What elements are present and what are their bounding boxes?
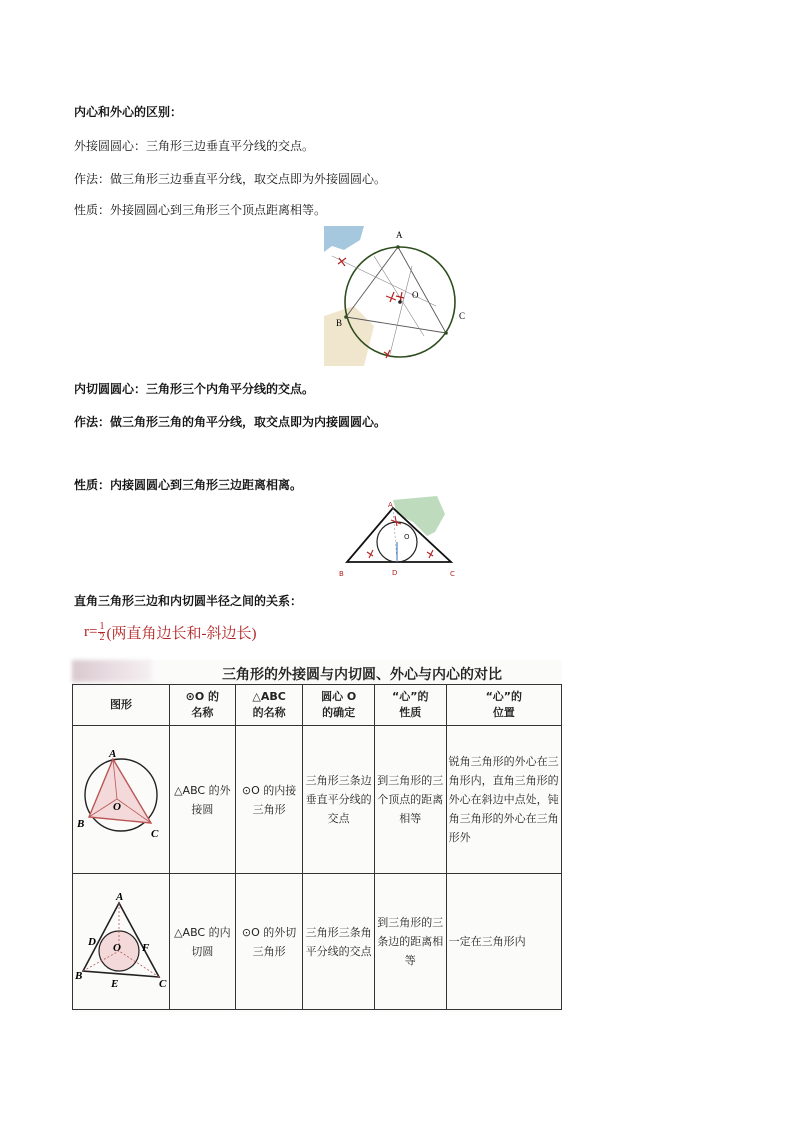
row1-center-position: 锐角三角形的外心在三角形内，直角三角形的外心在斜边中点处，钝角三角形的外心在三角形外 [446, 726, 561, 874]
table-header-row [73, 685, 562, 726]
label-c: C [450, 570, 455, 578]
right-triangle-title: 直角三角形三边和内切圆半径之间的关系： [74, 594, 303, 608]
fig2-label-b: B [75, 969, 83, 982]
incenter-definition: 内切圆圆心：三角形三个内角平分线的交点。 [74, 382, 315, 396]
label-a: A [396, 230, 403, 240]
label-c: C [459, 311, 466, 321]
formula-text: (两直角边长和-斜边长) [106, 626, 257, 642]
fig2-label-f: F [142, 941, 150, 954]
header-triangle-name [235, 685, 303, 726]
header-triangle-name-l1: △ABC [252, 690, 286, 703]
table-triangle [89, 759, 151, 823]
label-o: O [412, 290, 419, 300]
label-o: O [404, 533, 410, 541]
incenter-method: 作法：做三角形三角的角平分线，取交点即为内接圆圆心。 [74, 415, 387, 429]
circumcircle-figure [324, 226, 474, 366]
fig1-label-c: C [151, 827, 159, 840]
header-center-position-l1: “心”的 [485, 690, 523, 703]
label-a: A [388, 501, 393, 509]
header-figure [73, 685, 170, 726]
table-title: 三角形的外接圆与内切圆、外心与内心的对比 [222, 667, 502, 683]
label-b: B [336, 318, 343, 328]
header-center-determination [303, 685, 374, 726]
label-b: B [339, 570, 344, 578]
formula-denominator: 2 [99, 632, 105, 643]
arc-mark-4 [384, 350, 390, 358]
blurred-corner [72, 660, 152, 682]
header-center-property-l2: 性质 [399, 706, 422, 719]
row1-circle-name: △ABC 的外接圆 [170, 726, 236, 874]
circumcircle-table-figure [75, 747, 167, 847]
row2-figure-cell [73, 874, 170, 1010]
header-center-property-l1: “心”的 [392, 690, 429, 703]
incircle-figure [337, 496, 467, 582]
center-o-dot [398, 300, 402, 304]
vertex-b-dot [344, 315, 348, 319]
arc-mark-3 [427, 550, 433, 558]
vertex-c-dot [444, 331, 448, 335]
header-center-position [446, 685, 561, 726]
header-center-property [374, 685, 446, 726]
row2-triangle-name: ⊙O 的外切三角形 [235, 874, 303, 1010]
map-patch-top [324, 226, 364, 252]
comparison-table-scan [72, 660, 562, 1012]
fig2-label-c: C [159, 977, 167, 989]
comparison-table [72, 684, 562, 1010]
circumcenter-definition: 外接圆圆心：三角形三边垂直平分线的交点。 [74, 139, 315, 153]
row2-center-determination: 三角形三条角平分线的交点 [303, 874, 374, 1010]
row1-center-property: 到三角形的三个顶点的距离相等 [374, 726, 446, 874]
fig2-label-e: E [111, 977, 119, 989]
header-center-determination-l2: 的确定 [322, 706, 356, 719]
circumcenter-method: 作法：做三角形三边垂直平分线，取交点即为外接圆圆心。 [74, 172, 387, 186]
fig2-label-o: O [113, 941, 121, 954]
formula-prefix: r= [84, 624, 98, 640]
header-triangle-name-l2: 的名称 [252, 706, 286, 719]
label-d: D [392, 569, 398, 577]
header-center-determination-l1: 圆心 O [321, 690, 357, 703]
bisector-2 [390, 266, 412, 354]
inradius-formula [84, 622, 256, 643]
section-title: 内心和外心的区别： [74, 105, 183, 119]
incircle-table-figure [75, 889, 167, 989]
table-row [73, 874, 562, 1010]
fig1-label-o: O [113, 800, 121, 813]
arc-mark-2 [367, 550, 373, 558]
header-circle-name [170, 685, 236, 726]
header-circle-name-l2: 名称 [191, 706, 214, 719]
fig1-label-b: B [77, 817, 85, 830]
fig2-label-d: D [88, 935, 96, 948]
header-figure-label: 图形 [110, 698, 132, 711]
bisector-1 [332, 256, 436, 306]
arc-mark-1 [391, 516, 401, 526]
row2-center-property: 到三角形的三条边的距离相等 [374, 874, 446, 1010]
row1-center-determination: 三角形三条边垂直平分线的交点 [303, 726, 374, 874]
formula-fraction [98, 622, 105, 643]
vertex-a-dot [396, 245, 400, 249]
row2-center-position: 一定在三角形内 [446, 874, 561, 1010]
fig2-label-a: A [116, 890, 124, 903]
incenter-property: 性质：内接圆圆心到三角形三边距离相离。 [74, 478, 303, 492]
table-row [73, 726, 562, 874]
map-patch-bottom [324, 306, 374, 366]
fig1-label-a: A [109, 747, 117, 760]
row1-triangle-name: ⊙O 的内接三角形 [235, 726, 303, 874]
header-center-position-l2: 位置 [492, 706, 515, 719]
row2-circle-name: △ABC 的内切圆 [170, 874, 236, 1010]
formula-numerator: 1 [99, 621, 105, 632]
header-circle-name-l1: ⊙O 的 [185, 690, 220, 703]
arc-mark-2 [386, 292, 396, 302]
circumcenter-property: 性质：外接圆圆心到三角形三个顶点距离相等。 [74, 203, 327, 217]
row1-figure-cell [73, 726, 170, 874]
